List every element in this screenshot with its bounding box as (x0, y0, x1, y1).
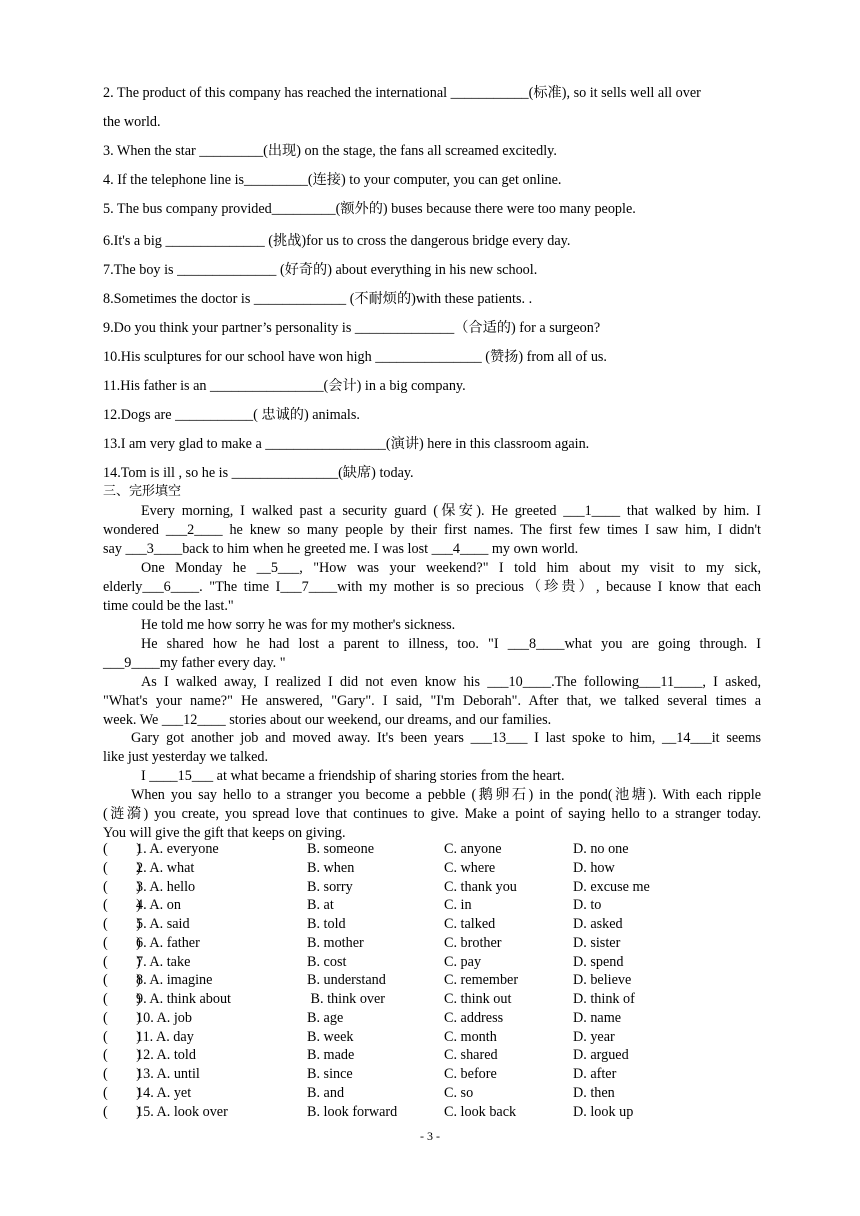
option-row (103, 990, 761, 1009)
page-number: - 3 - (420, 1129, 440, 1143)
option-a: 10. A. job (136, 1009, 192, 1026)
option-row (103, 971, 761, 990)
option-d: D. argued (573, 1047, 629, 1064)
question-3: 3. When the star _________(出现) on the stage, the fans all screamed excitedly. (103, 143, 557, 159)
passage-line: time could be the last." (103, 597, 234, 614)
answer-bracket[interactable]: ( ) (103, 841, 141, 857)
option-d: D. then (573, 1084, 615, 1101)
option-d: D. year (573, 1028, 615, 1045)
option-d: D. no one (573, 841, 629, 857)
option-c: C. think out (444, 991, 512, 1007)
question-9: 9.Do you think your partner’s personality is ______________（合适的) for a surgeon? (103, 320, 601, 336)
answer-bracket[interactable]: ( ) (103, 1047, 141, 1064)
option-b: B. week (307, 1028, 354, 1045)
question-7: 7.The boy is ______________ (好奇的) about everything in his new school. (103, 262, 538, 278)
option-a: 1. A. everyone (136, 841, 219, 857)
passage-line: Every morning, I walked past a security guard (保安). He greeted ___1____ that walked by him. I (141, 503, 761, 519)
passage-line: As I walked away, I realized I did not even know his ___10____.The following___11____, I asked, (141, 674, 761, 690)
passage-line: ___9____my father every day. " (103, 654, 286, 671)
answer-bracket[interactable]: ( ) (103, 878, 141, 895)
question-12: 12.Dogs are ___________( 忠诚的) animals. (103, 407, 360, 423)
option-b: B. when (307, 859, 355, 876)
option-c: C. talked (444, 916, 496, 932)
passage-line: say ___3____back to him when he greeted me. I was lost ___4____ my own world. (103, 540, 579, 557)
option-d: D. think of (573, 991, 635, 1007)
option-c: C. remember (444, 972, 519, 989)
option-b: B. age (307, 1009, 344, 1026)
option-c: C. so (444, 1084, 474, 1101)
option-a: 6. A. father (136, 934, 200, 951)
option-c: C. thank you (444, 878, 517, 895)
option-b: B. told (307, 916, 346, 932)
option-row (103, 1046, 761, 1065)
option-a: 8. A. imagine (136, 972, 213, 989)
answer-bracket[interactable]: ( ) (103, 1103, 141, 1120)
option-a: 14. A. yet (136, 1084, 192, 1101)
answer-bracket[interactable]: ( ) (103, 953, 141, 970)
option-row (103, 1084, 761, 1103)
option-b: B. made (307, 1047, 355, 1064)
passage-paragraph (103, 729, 761, 767)
option-a: 2. A. what (136, 859, 195, 876)
passage-paragraph (103, 559, 761, 616)
passage-line: He told me how sorry he was for my mother's sickness. (141, 617, 456, 633)
answer-bracket[interactable]: ( ) (103, 991, 141, 1007)
option-row (103, 934, 761, 953)
option-row (103, 1028, 761, 1047)
passage-line: elderly___6____. "The time I___7____with my mother is so precious（珍贵）, because I know that each (103, 578, 761, 595)
option-c: C. pay (444, 953, 482, 970)
option-c: C. where (444, 859, 496, 876)
question-14: 14.Tom is ill , so he is _______________(缺席) today. (103, 465, 414, 481)
answer-bracket[interactable]: ( ) (103, 859, 141, 876)
option-row (103, 840, 761, 859)
option-d: D. believe (573, 972, 632, 989)
passage-line: Gary got another job and moved away. It's been years ___13___ I last spoke to him, __14___it seems (131, 730, 761, 746)
option-b: B. someone (307, 841, 374, 857)
option-row (103, 859, 761, 878)
passage-line: You will give the gift that keeps on giving. (103, 824, 346, 841)
option-row (103, 896, 761, 915)
option-a: 15. A. look over (136, 1103, 228, 1120)
option-c: C. month (444, 1028, 497, 1045)
option-d: D. name (573, 1009, 622, 1026)
option-c: C. in (444, 897, 472, 914)
option-b: B. think over (307, 991, 386, 1007)
passage-paragraph (103, 502, 761, 559)
answer-bracket[interactable]: ( ) (103, 897, 141, 914)
option-d: D. spend (573, 953, 624, 970)
option-d: D. sister (573, 934, 621, 951)
option-b: B. mother (307, 934, 364, 951)
option-b: B. at (307, 897, 334, 914)
option-d: D. asked (573, 916, 623, 932)
passage-paragraph (103, 767, 761, 786)
option-row (103, 915, 761, 934)
option-a: 5. A. said (136, 916, 190, 932)
option-b: B. cost (307, 953, 347, 970)
question-6: 6.It's a big ______________ (挑战)for us to cross the dangerous bridge every day. (103, 233, 571, 249)
passage-line: He shared how he had lost a parent to illness, too. "I ___8____what you are going through. I (141, 636, 761, 652)
passage-line: When you say hello to a stranger you become a pebble (鹅卵石) in the pond(池塘). With each ripple (131, 787, 761, 803)
answer-bracket[interactable]: ( ) (103, 1066, 141, 1082)
section-3-title: 三、完形填空 (103, 484, 182, 499)
option-a: 12. A. told (136, 1047, 196, 1064)
answer-bracket[interactable]: ( ) (103, 1028, 141, 1045)
option-c: C. before (444, 1066, 497, 1082)
option-a: 9. A. think about (136, 991, 231, 1007)
passage-line: wondered ___2____ he knew so many people by their first names. The first few times I saw him, I didn't (103, 521, 761, 538)
passage-paragraph (103, 673, 761, 730)
passage-paragraph (103, 786, 761, 843)
option-d: D. how (573, 859, 615, 876)
passage-line: I ____15___ at what became a friendship of sharing stories from the heart. (141, 768, 565, 784)
option-row (103, 1009, 761, 1028)
option-row (103, 953, 761, 972)
option-a: 3. A. hello (136, 878, 196, 895)
option-d: D. to (573, 897, 602, 914)
option-d: D. excuse me (573, 878, 650, 895)
option-c: C. brother (444, 934, 502, 951)
question-2: 2. The product of this company has reached the international ___________(标准), so it sells well all over (103, 85, 701, 101)
answer-bracket[interactable]: ( ) (103, 916, 141, 932)
passage-line: like just yesterday we talked. (103, 748, 269, 765)
option-a: 13. A. until (136, 1066, 200, 1082)
option-c: C. address (444, 1009, 504, 1026)
option-a: 7. A. take (136, 953, 191, 970)
passage-line: week. We ___12____ stories about our weekend, our dreams, and our families. (103, 711, 552, 728)
passage-line: One Monday he __5___, "How was your weekend?" I told him about my visit to my sick, (141, 560, 761, 576)
answer-bracket[interactable]: ( ) (103, 1084, 141, 1101)
option-row (103, 1065, 761, 1084)
option-c: C. anyone (444, 841, 502, 857)
answer-bracket[interactable]: ( ) (103, 972, 141, 989)
answer-bracket[interactable]: ( ) (103, 934, 141, 951)
option-d: D. after (573, 1066, 617, 1082)
option-b: B. since (307, 1066, 353, 1082)
passage-paragraph (103, 635, 761, 673)
option-a: 11. A. day (136, 1028, 194, 1045)
question-5: 5. The bus company provided_________(额外的) buses because there were too many people. (103, 201, 636, 217)
question-13: 13.I am very glad to make a _________________(演讲) here in this classroom again. (103, 436, 590, 452)
option-d: D. look up (573, 1103, 634, 1120)
passage-line: (涟漪) you create, you spread love that continues to give. Make a point of saying hello to a stranger today. (103, 805, 761, 822)
option-row (103, 1103, 761, 1122)
question-4: 4. If the telephone line is_________(连接) to your computer, you can get online. (103, 172, 562, 188)
passage-line: "What's your name?" He answered, "Gary". I said, "I'm Deborah". After that, we talked several times a (103, 692, 761, 709)
answer-bracket[interactable]: ( ) (103, 1009, 141, 1026)
passage-paragraph (103, 616, 761, 635)
question-2-continued: the world. (103, 114, 161, 130)
option-b: B. sorry (307, 878, 353, 895)
option-c: C. look back (444, 1103, 517, 1120)
option-b: B. and (307, 1084, 345, 1101)
question-8: 8.Sometimes the doctor is _____________ (不耐烦的)with these patients. . (103, 291, 533, 307)
question-10: 10.His sculptures for our school have won high _______________ (赞扬) from all of us. (103, 349, 607, 365)
option-row (103, 878, 761, 897)
option-b: B. look forward (307, 1103, 398, 1120)
question-11: 11.His father is an ________________(会计) in a big company. (103, 378, 466, 394)
option-b: B. understand (307, 972, 386, 989)
option-a: 4. A. on (136, 897, 181, 914)
option-c: C. shared (444, 1047, 498, 1064)
